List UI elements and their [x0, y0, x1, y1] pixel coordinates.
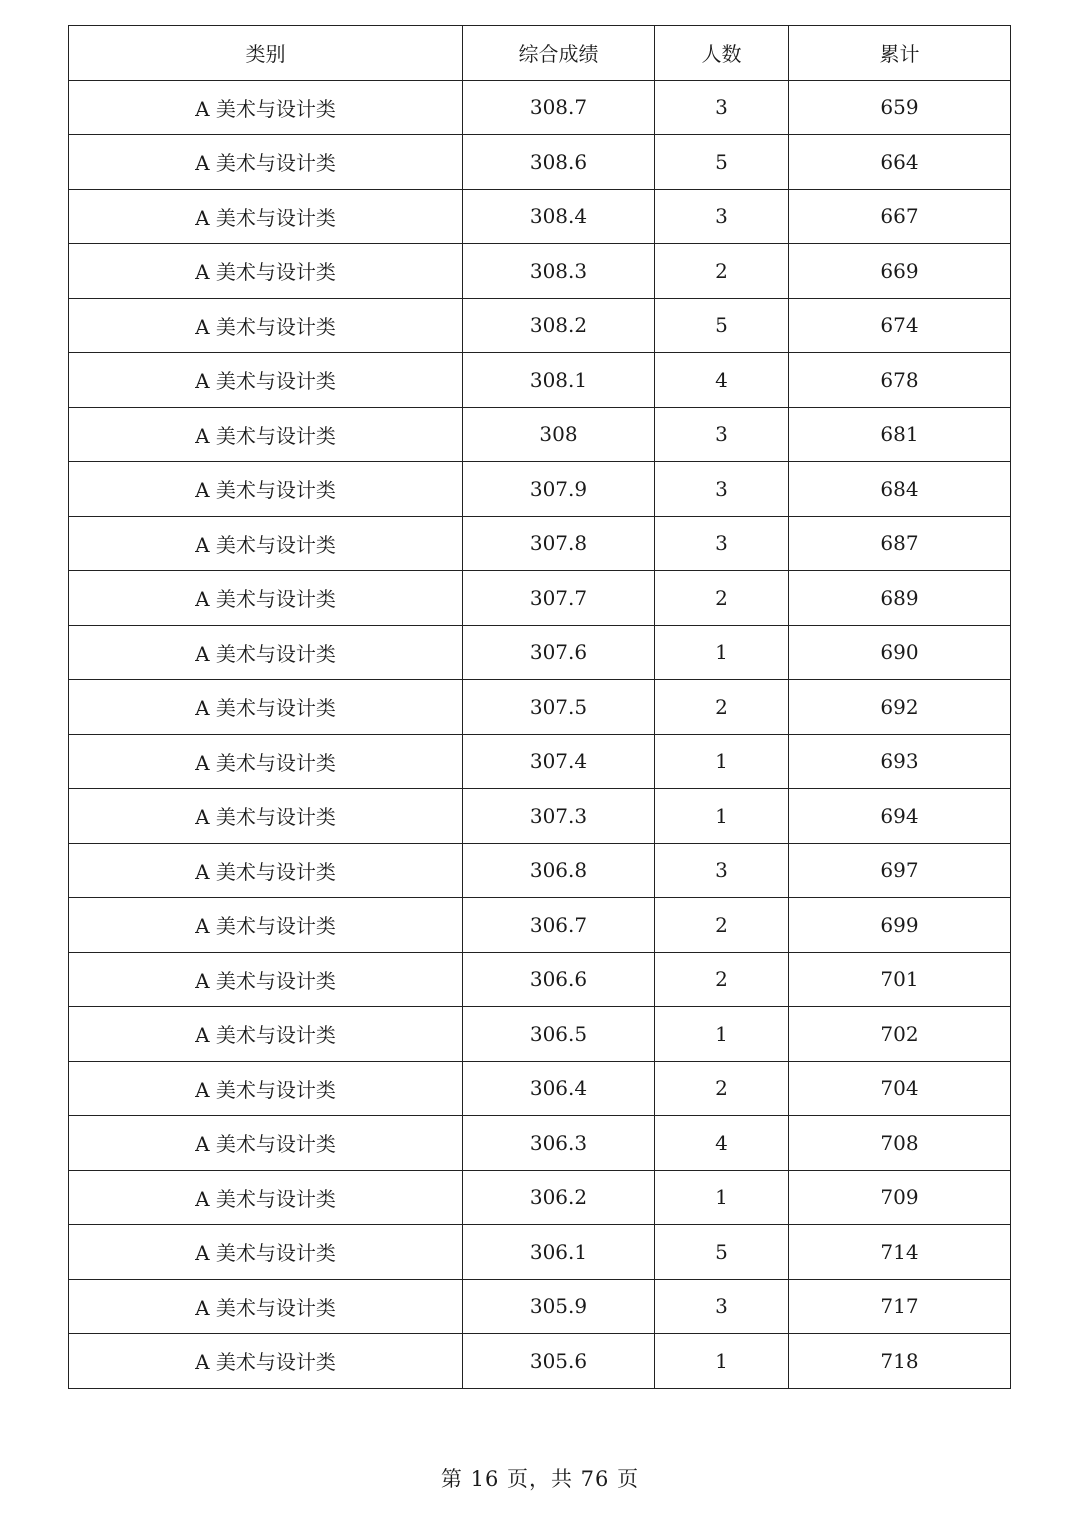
- cell-cumulative: 674: [789, 298, 1011, 353]
- table-row: [69, 298, 1011, 353]
- cell-score: 306.3: [463, 1116, 655, 1171]
- cell-category: A 美术与设计类: [69, 1334, 463, 1389]
- score-table: [68, 25, 1011, 1389]
- cell-category: A 美术与设计类: [69, 407, 463, 462]
- cell-category: A 美术与设计类: [69, 843, 463, 898]
- cell-count: 2: [655, 1061, 789, 1116]
- cell-category: A 美术与设计类: [69, 734, 463, 789]
- cell-cumulative: 704: [789, 1061, 1011, 1116]
- table-row: [69, 462, 1011, 517]
- cell-score: 308.3: [463, 244, 655, 299]
- table-row: [69, 244, 1011, 299]
- cell-count: 4: [655, 1116, 789, 1171]
- cell-cumulative: 708: [789, 1116, 1011, 1171]
- cell-score: 305.6: [463, 1334, 655, 1389]
- table-row: [69, 898, 1011, 953]
- table-row: [69, 625, 1011, 680]
- cell-count: 1: [655, 1170, 789, 1225]
- cell-score: 306.1: [463, 1225, 655, 1280]
- cell-count: 1: [655, 789, 789, 844]
- cell-count: 1: [655, 1007, 789, 1062]
- cell-count: 1: [655, 734, 789, 789]
- table-row: [69, 1170, 1011, 1225]
- cell-cumulative: 689: [789, 571, 1011, 626]
- cell-category: A 美术与设计类: [69, 516, 463, 571]
- cell-count: 2: [655, 680, 789, 735]
- cell-score: 307.9: [463, 462, 655, 517]
- cell-score: 306.6: [463, 952, 655, 1007]
- cell-count: 2: [655, 898, 789, 953]
- cell-count: 3: [655, 843, 789, 898]
- cell-category: A 美术与设计类: [69, 462, 463, 517]
- table-row: [69, 516, 1011, 571]
- cell-category: A 美术与设计类: [69, 1279, 463, 1334]
- cell-score: 306.8: [463, 843, 655, 898]
- cell-cumulative: 669: [789, 244, 1011, 299]
- table-row: [69, 135, 1011, 190]
- table-row: [69, 1116, 1011, 1171]
- cell-count: 1: [655, 625, 789, 680]
- cell-category: A 美术与设计类: [69, 571, 463, 626]
- table-row: [69, 189, 1011, 244]
- table-row: [69, 843, 1011, 898]
- cell-category: A 美术与设计类: [69, 353, 463, 408]
- header-category: 类别: [69, 26, 463, 81]
- cell-count: 2: [655, 952, 789, 1007]
- cell-cumulative: 699: [789, 898, 1011, 953]
- cell-category: A 美术与设计类: [69, 1225, 463, 1280]
- cell-cumulative: 692: [789, 680, 1011, 735]
- table-row: [69, 1279, 1011, 1334]
- cell-score: 307.6: [463, 625, 655, 680]
- cell-score: 306.5: [463, 1007, 655, 1062]
- header-score: 综合成绩: [463, 26, 655, 81]
- cell-score: 305.9: [463, 1279, 655, 1334]
- cell-cumulative: 687: [789, 516, 1011, 571]
- cell-category: A 美术与设计类: [69, 189, 463, 244]
- cell-cumulative: 709: [789, 1170, 1011, 1225]
- cell-count: 3: [655, 1279, 789, 1334]
- cell-cumulative: 718: [789, 1334, 1011, 1389]
- cell-score: 307.4: [463, 734, 655, 789]
- cell-cumulative: 714: [789, 1225, 1011, 1280]
- table-row: [69, 571, 1011, 626]
- cell-count: 5: [655, 298, 789, 353]
- cell-score: 308.1: [463, 353, 655, 408]
- cell-count: 5: [655, 1225, 789, 1280]
- cell-category: A 美术与设计类: [69, 298, 463, 353]
- table-header-row: [69, 26, 1011, 81]
- cell-cumulative: 664: [789, 135, 1011, 190]
- cell-category: A 美术与设计类: [69, 80, 463, 135]
- cell-category: A 美术与设计类: [69, 625, 463, 680]
- table-row: [69, 1061, 1011, 1116]
- table-row: [69, 680, 1011, 735]
- cell-category: A 美术与设计类: [69, 1007, 463, 1062]
- table-body: [69, 80, 1011, 1388]
- header-cumulative: 累计: [789, 26, 1011, 81]
- cell-count: 5: [655, 135, 789, 190]
- cell-cumulative: 694: [789, 789, 1011, 844]
- cell-category: A 美术与设计类: [69, 952, 463, 1007]
- cell-category: A 美术与设计类: [69, 1061, 463, 1116]
- cell-cumulative: 701: [789, 952, 1011, 1007]
- cell-count: 3: [655, 516, 789, 571]
- header-count: 人数: [655, 26, 789, 81]
- cell-count: 3: [655, 189, 789, 244]
- cell-score: 308.6: [463, 135, 655, 190]
- table-row: [69, 1007, 1011, 1062]
- table-row: [69, 952, 1011, 1007]
- cell-count: 3: [655, 462, 789, 517]
- table-row: [69, 1225, 1011, 1280]
- cell-category: A 美术与设计类: [69, 1170, 463, 1225]
- cell-score: 306.2: [463, 1170, 655, 1225]
- cell-category: A 美术与设计类: [69, 244, 463, 299]
- cell-cumulative: 667: [789, 189, 1011, 244]
- cell-category: A 美术与设计类: [69, 898, 463, 953]
- score-table-container: [68, 25, 1010, 1389]
- cell-cumulative: 717: [789, 1279, 1011, 1334]
- cell-score: 308: [463, 407, 655, 462]
- table-row: [69, 80, 1011, 135]
- cell-category: A 美术与设计类: [69, 680, 463, 735]
- cell-category: A 美术与设计类: [69, 135, 463, 190]
- cell-category: A 美术与设计类: [69, 1116, 463, 1171]
- cell-score: 307.8: [463, 516, 655, 571]
- cell-cumulative: 684: [789, 462, 1011, 517]
- cell-score: 308.7: [463, 80, 655, 135]
- table-row: [69, 734, 1011, 789]
- cell-score: 308.4: [463, 189, 655, 244]
- cell-category: A 美术与设计类: [69, 789, 463, 844]
- cell-cumulative: 678: [789, 353, 1011, 408]
- cell-score: 308.2: [463, 298, 655, 353]
- cell-cumulative: 702: [789, 1007, 1011, 1062]
- cell-count: 4: [655, 353, 789, 408]
- cell-cumulative: 681: [789, 407, 1011, 462]
- cell-score: 307.3: [463, 789, 655, 844]
- cell-score: 306.7: [463, 898, 655, 953]
- cell-count: 1: [655, 1334, 789, 1389]
- cell-cumulative: 697: [789, 843, 1011, 898]
- cell-count: 2: [655, 571, 789, 626]
- cell-score: 307.5: [463, 680, 655, 735]
- cell-cumulative: 659: [789, 80, 1011, 135]
- cell-count: 3: [655, 80, 789, 135]
- cell-count: 2: [655, 244, 789, 299]
- table-row: [69, 789, 1011, 844]
- cell-score: 307.7: [463, 571, 655, 626]
- cell-cumulative: 693: [789, 734, 1011, 789]
- table-row: [69, 1334, 1011, 1389]
- cell-score: 306.4: [463, 1061, 655, 1116]
- page-number: 第 16 页，共 76 页: [440, 1467, 640, 1491]
- table-row: [69, 353, 1011, 408]
- table-row: [69, 407, 1011, 462]
- cell-cumulative: 690: [789, 625, 1011, 680]
- cell-count: 3: [655, 407, 789, 462]
